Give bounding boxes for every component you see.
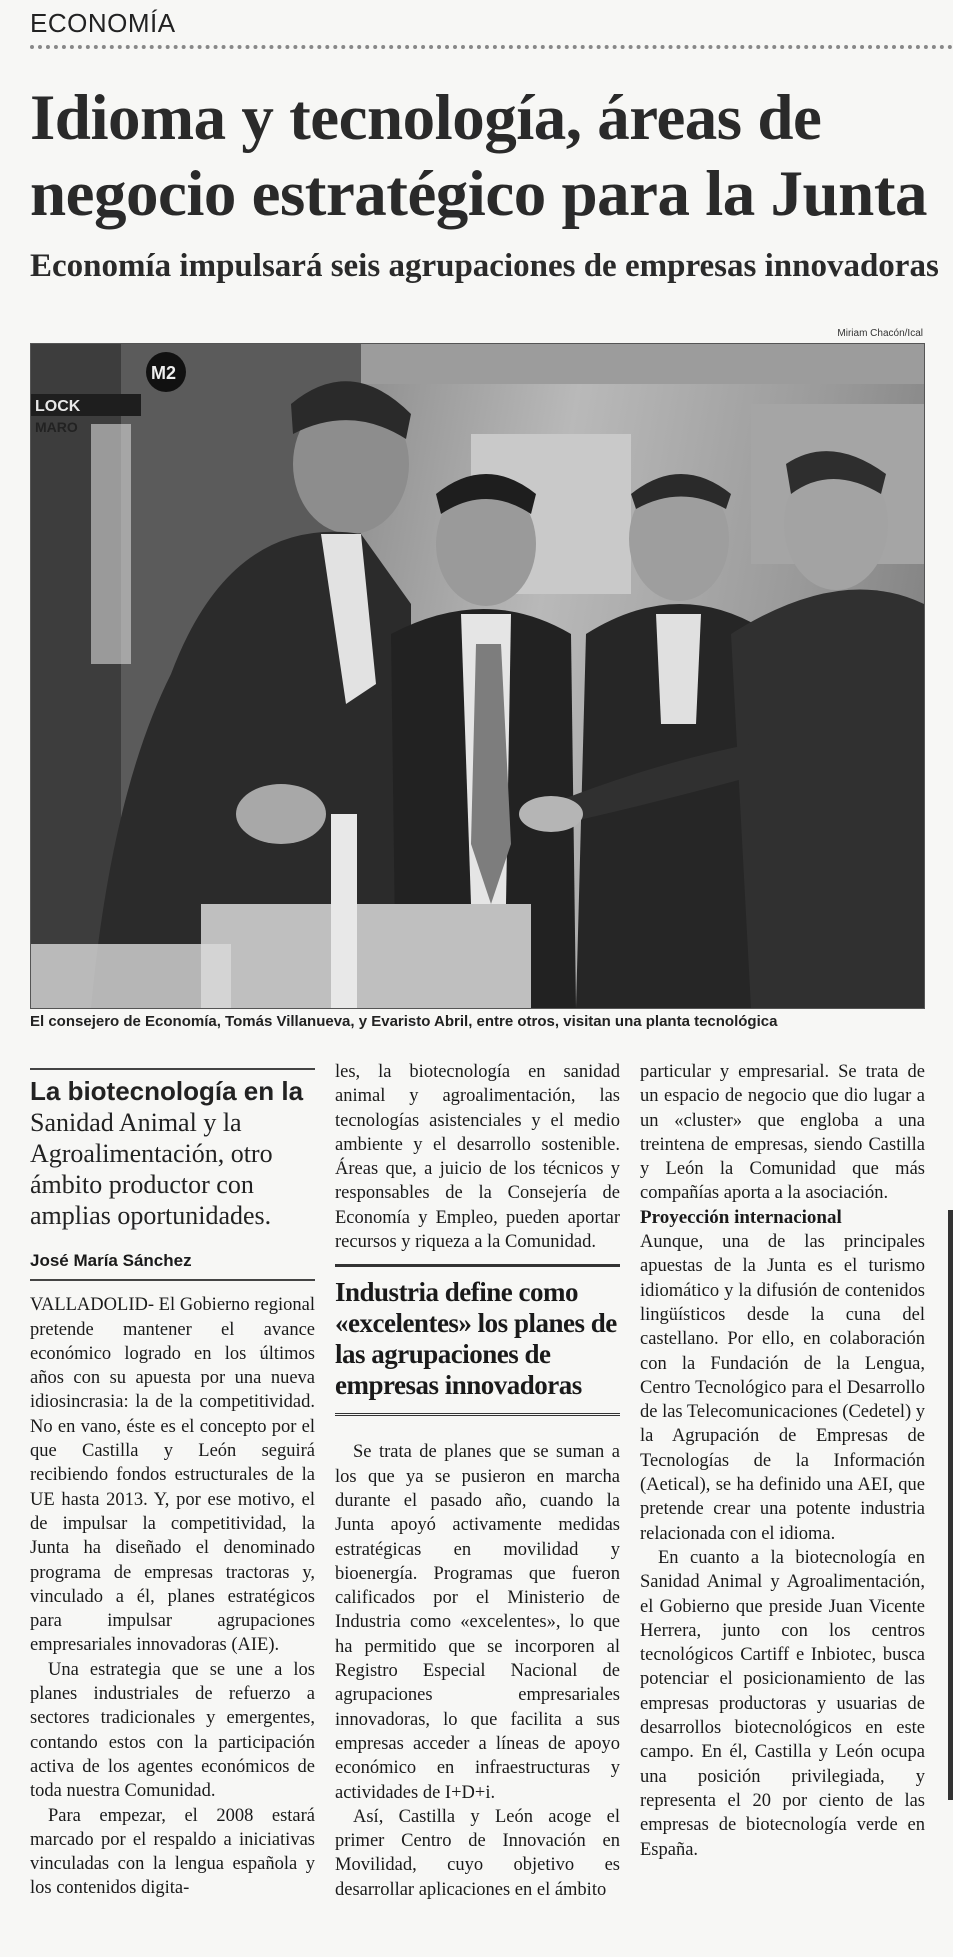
paragraph: Una estrategia que se une a los planes industriales de refuerzo a sectores tradicionales y emergentes, contando estos con la participación activa de los agentes económicos de toda nuestra Comunidad. xyxy=(30,1659,315,1802)
paragraph: Para empezar, el 2008 estará marcado por el respaldo a iniciativas vinculadas con la lengua española y los contenidos digita- xyxy=(30,1805,315,1899)
photo-illustration xyxy=(31,344,924,1008)
byline: José María Sánchez xyxy=(30,1249,315,1281)
headline: Idioma y tecnología, áreas de negocio estratégico para la Junta xyxy=(30,82,927,230)
margin-bar xyxy=(948,1210,953,1800)
photo-sign-m2: M2 xyxy=(151,363,177,383)
subheadline: Economía impulsará seis agrupaciones de empresas innovadoras xyxy=(30,248,939,284)
paragraph: particular y empresarial. Se trata de un espacio de negocio que dio lugar a un «cluster» que engloba a una treintena de empresas, siendo Castilla y León la Comunidad que más compañías aporta a la asociación. xyxy=(640,1062,925,1204)
paragraph: les, la biotecnología en sanidad animal y agroalimentación, las tecnologías asistenciales y el medio ambiente y el desarrollo sostenible. Áreas que, a juicio de los técnicos y responsables de la Consejería de Economía y Empleo, pueden aportar recursos y riqueza a la Comunidad. xyxy=(335,1062,620,1253)
article-dek xyxy=(30,1068,315,1231)
pull-quote: Industria define como «excelentes» los planes de las agrupaciones de empresas innovadoras xyxy=(335,1264,620,1416)
news-photo xyxy=(30,343,925,1009)
article-column-3 xyxy=(640,1060,925,1862)
section-label: ECONOMÍA xyxy=(30,8,176,38)
dek-rest: Sanidad Animal y la Agroalimentación, otro ámbito productor con amplias oportunidades. xyxy=(30,1108,273,1230)
photo-sign-lock: LOCK xyxy=(35,398,81,415)
photo-credit: Miriam Chacón/Ical xyxy=(837,328,923,339)
paragraph: VALLADOLID- El Gobierno regional pretende mantener el avance económico logrado en los últimos años con su apuesta por una nueva idiosincrasia: la de la competitividad. No en vano, éste es el concepto por el que Castilla y León seguirá recibiendo fondos estructurales de la UE hasta 2013. Y, por ese motivo, el de impulsar la competitividad, la Junta ha diseñado el denominado programa de empresas tractoras y, vinculado a él, planes estratégicos para impulsar agrupaciones empresariales innovadoras (AIE). xyxy=(30,1295,315,1656)
photo-sign-maro: MARO xyxy=(35,419,78,435)
paragraph: Aunque, una de las principales apuestas de la Junta es el turismo idiomático y la difusión de contenidos lingüísticos desde la cuna del castellano. Por ello, en colaboración con la Fundación de la Lengua, Centro Tecnológico para el Desarrollo de las Telecomunicaciones (Cedetel) y la Agrupación de Empresas de Tecnologías de la Información (Aetical), se ha definido una AEI, que pretende crear una potente industria relacionada con el idioma. xyxy=(640,1232,925,1544)
dek-bold: La biotecnología en la xyxy=(30,1076,304,1106)
paragraph: Así, Castilla y León acoge el primer Centro de Innovación en Movilidad, cuyo objetivo es desarrollar aplicaciones en el ámbito xyxy=(335,1806,620,1900)
article-column-2 xyxy=(335,1060,620,1902)
section-heading: Proyección internacional xyxy=(640,1206,842,1228)
paragraph: Se trata de planes que se suman a los que ya se pusieron en marcha durante el pasado año, cuando la Junta apoyó activamente medidas estratégicas en movilidad y bioenergía. Programas que fueron calificados por el Ministerio de Industria como «excelentes», lo que ha permitido que se incorporen al Registro Especial Nacional de agrupaciones empresariales innovadoras, lo que facilita a sus empresas acceder a líneas de apoyo económico en infraestructuras y actividades de I+D+i. xyxy=(335,1442,620,1803)
photo-caption: El consejero de Economía, Tomás Villanueva, y Evaristo Abril, entre otros, visitan una planta tecnológica xyxy=(30,1013,778,1030)
article-column-1 xyxy=(30,1060,315,1901)
section-divider xyxy=(30,45,953,49)
paragraph: En cuanto a la biotecnología en Sanidad Animal y Agroalimentación, el Gobierno que preside Juan Vicente Herrera, junto con los centros tecnológicos Cartiff e Inbiotec, busca potenciar el posicionamiento de las empresas productoras y usuarias de desarrollos biotecnológicos en este campo. En él, Castilla y León ocupa una posición privilegiada, y representa el 20 por ciento de las empresas de biotecnología verde en España. xyxy=(640,1547,925,1860)
